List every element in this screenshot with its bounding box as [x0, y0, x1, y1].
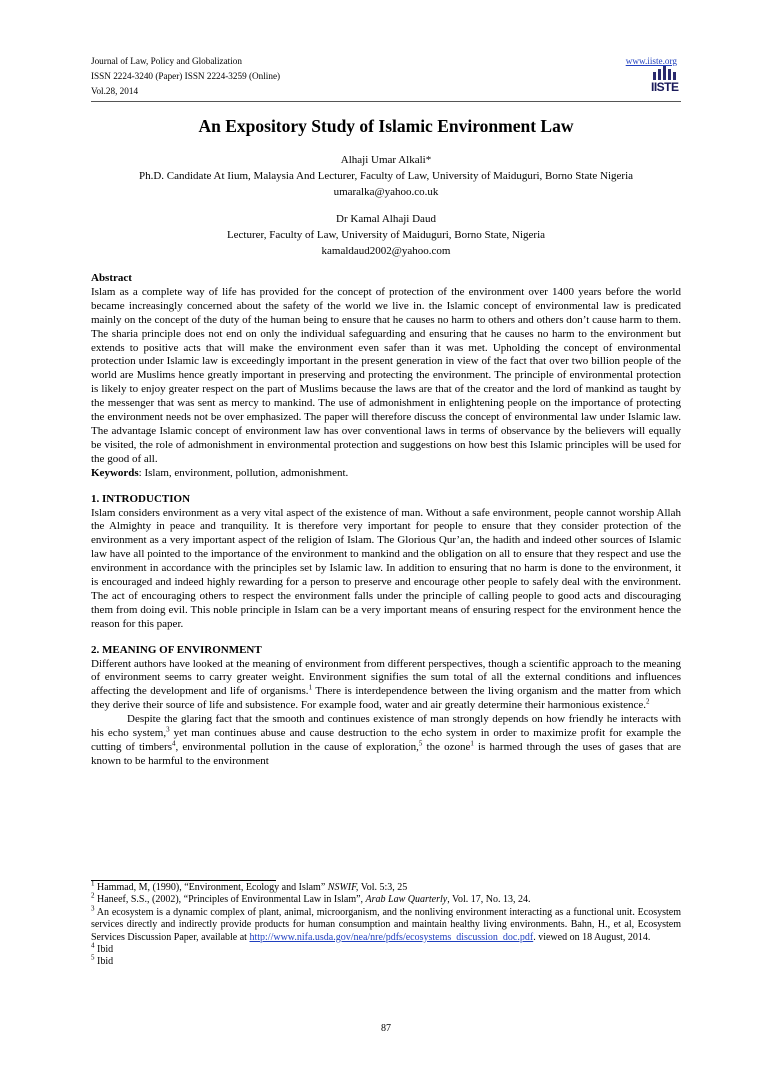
paper-body	[91, 272, 681, 769]
paper-title: An Expository Study of Islamic Environment Law	[198, 116, 574, 136]
author-name: Alhaji Umar Alkali*	[340, 154, 432, 166]
footnote: $^1$ Hammad, M, (1990), “Environment, Ecology and Islam” NSWIF, Vol. 5:3, 25	[91, 879, 408, 893]
section-heading-introduction: 1. INTRODUCTION	[91, 492, 191, 505]
author-affiliation: Lecturer, Faculty of Law, University of Maiduguri, Borno State, Nigeria	[226, 229, 546, 241]
meaning-paragraph: Despite the glaring fact that the smooth and continues existence of man strongly depends on how friendly he interacts with his echo system,$^3$ yet man continues abuse and cause destruction to the echo system in order to maximize profit for example the cutting of timbers$^4$, environmental pollution in the cause of exploration,$^5$ the ozone$^1$ is harmed through the uses of gases that are known to be harmful to the environment	[91, 713, 681, 767]
author-block	[91, 152, 681, 259]
footnote: $^5$ Ibid	[91, 954, 114, 968]
header-divider	[91, 101, 681, 102]
journal-url-link[interactable]: www.iiste.org	[625, 56, 677, 66]
footnote: $^3$ An ecosystem is a dynamic complex of plant, animal, microorganism, and the nonliving environment interacting as a functional unit. Ecosystem services directly and indirectly provide products for human consumption and maintain healthy living environments. Bahn, H., et al, Ecosystem Services Discussion Paper, available at http://www.nifa.usda.gov/nea/nre/pdfs/ecosystems_discussion_doc.pdf. viewed on 18 August, 2014.	[91, 904, 681, 943]
iiste-logo	[651, 66, 679, 100]
keywords-line	[91, 467, 681, 481]
volume: Vol.28, 2014	[91, 86, 139, 96]
meaning-paragraph: Different authors have looked at the meaning of environment from different perspectives, though a scientific approach to the meaning of environment seems to carry greater weight. Environment signifies the sum total of all the external conditions and influences affecting the development and life of organisms.$^1$ There is interdependence between the living organism and the matter from which they derive their source of life and subsistence. For example food, water and air greatly determine their harmonious existence.$^2$	[91, 657, 681, 712]
page-number: 87	[381, 1023, 391, 1034]
abstract-heading: Abstract	[91, 272, 132, 284]
footnotes	[91, 879, 681, 969]
footnote-url-link[interactable]: http://www.nifa.usda.gov/nea/nre/pdfs/ecosystems_discussion_doc.pdf	[249, 931, 534, 943]
author-email: kamaldaud2002@yahoo.com	[321, 245, 451, 257]
footnote-ref[interactable]: 1	[308, 683, 313, 692]
logo-bars-graphic	[651, 66, 679, 80]
footnote-ref[interactable]: 3	[166, 725, 170, 734]
keywords-list: : Islam, environment, pollution, admonishment.	[138, 466, 349, 479]
abstract-text: Islam as a complete way of life has provided for the concept of protection of the environment over 1400 years before the world became increasingly concerned about the safety of the world we live in. the Islamic concept of environmental law is predicated mainly on the concept of the duty of the human being to ensure that he causes no harm to others and others don’t cause harm to them. The sharia principle does not end on only the individual safeguarding and ensuring that he causes no harm to the environment but extends to positive acts that will make the environment even safer than it was met. Upholding the concept of environmental protection under Islamic law is exceedingly important in the present generation in view of the fact that over two billion people of the world are Muslims hence greatly important in preserving and protecting the environment. The principle of environmental protection is likely to enjoy greater respect on the part of Muslims because the laws are that of the creator and the lord of mankind as taught by the messenger that was sent as mercy to mankind. The use of admonishment in enlightening people on the importance of protecting the environment needs not be over emphasized. The paper will therefore discuss the concept of environmental law under Islamic law. The advantage Islamic concept of environment law has over conventional laws in terms of observance by the believers will equally be visited, the role of admonishment in environmental protection and suggestions on how best this Islamic principles will be used for the good of all.	[91, 285, 681, 465]
author-email: umaralka@yahoo.co.uk	[333, 186, 439, 198]
author-affiliation: Ph.D. Candidate At Iium, Malaysia And Lecturer, Faculty of Law, University of Maiduguri, Borno State Nigeria	[138, 170, 634, 182]
logo-text: IISTE	[651, 80, 679, 94]
footnote-ref[interactable]: 2	[646, 697, 650, 706]
footnote: $^2$ Haneef, S.S., (2002), “Principles of Environmental Law in Islam”, Arab Law Quarterly, Vol. 17, No. 13, 24.	[91, 892, 531, 906]
running-header	[91, 54, 681, 99]
footnote-ref[interactable]: 5	[418, 739, 423, 748]
section-heading-meaning: 2. MEANING OF ENVIRONMENT	[91, 643, 262, 656]
footnote: $^4$ Ibid	[91, 941, 114, 956]
author-name: Dr Kamal Alhaji Daud	[336, 213, 436, 225]
journal-name: Journal of Law, Policy and Globalization	[91, 56, 242, 66]
footnote-ref[interactable]: 4	[172, 739, 176, 748]
introduction-text: Islam considers environment as a very vital aspect of the existence of man. Without a safe environment, people cannot worship Allah the Almighty in peace and tranquility. It is therefore very important for people to ensure that they consider protection of the environment as a very important aspect of the religion of Islam. The Glorious Qur’an, the hadith and indeed other sources of Islamic law have all pointed to the importance of the environment to mankind and the obligation on all to ensure that they respect and use the environment in accordance with the principles set by Islamic law. In addition to ensuring that no harm is done to the environment, it is encouraged and indeed highly rewarding for a person to preserve and encourage other people to safely deal with the environment. The act of encouraging others to respect the environment falls under the principle of calling people to good acts and discouraging them from doing evil. This noble principle in Islam can be a very important means of ensuring respect for the environment hence the reason for this paper.	[91, 506, 681, 630]
issn: ISSN 2224-3240 (Paper) ISSN 2224-3259 (Online)	[91, 71, 281, 81]
keywords-label: Keywords	[91, 466, 139, 479]
footnote-divider	[91, 880, 276, 881]
footnote-ref[interactable]: 1	[470, 739, 474, 748]
